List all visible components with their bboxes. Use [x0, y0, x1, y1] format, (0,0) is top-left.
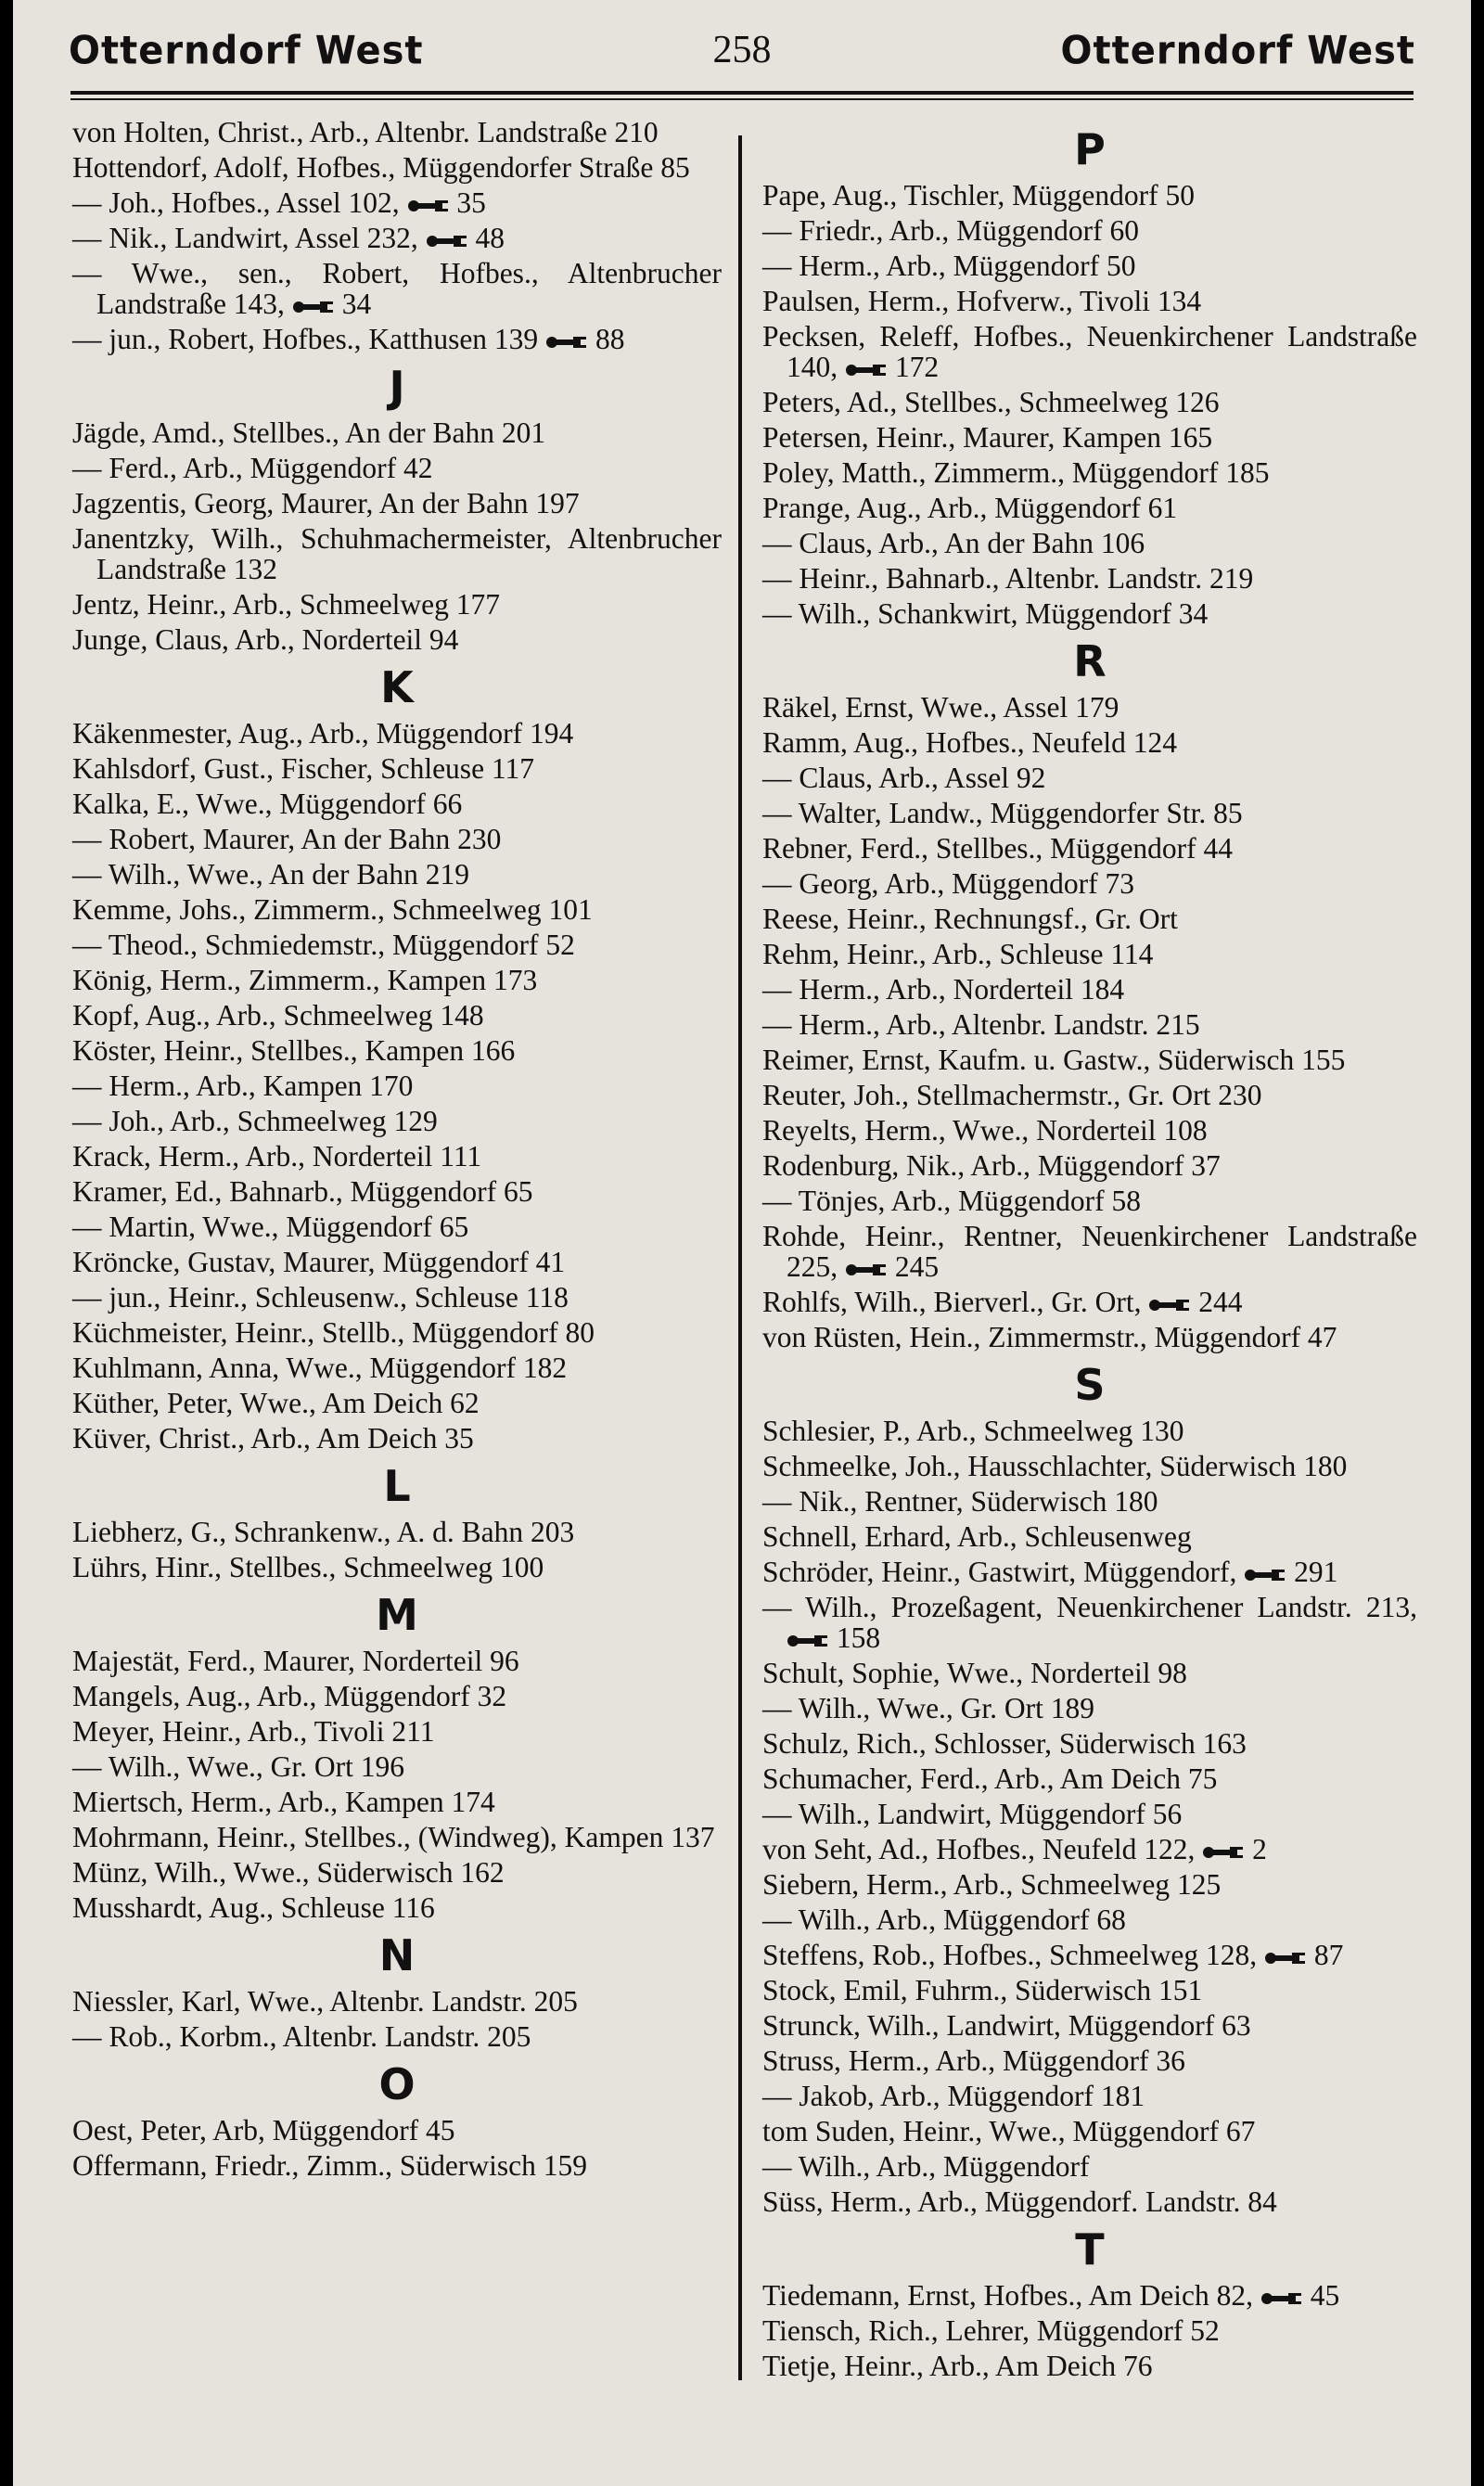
page-number: 258: [712, 29, 772, 71]
entry-text: Reuter, Joh., Stellmachermstr., Gr. Ort 230: [762, 1079, 1262, 1111]
entry-text: — Walter, Landw., Müggendorfer Str. 85: [762, 797, 1243, 829]
entry-text: Paulsen, Herm., Hofverw., Tivoli 134: [762, 285, 1202, 317]
directory-entry: [762, 1115, 1417, 1146]
directory-entry: [72, 1388, 722, 1418]
telephone-receiver-icon: [845, 1262, 888, 1278]
entry-text: — Joh., Arb., Schmeelweg 129: [72, 1105, 438, 1137]
directory-entry: [762, 457, 1417, 488]
entry-text: Schlesier, P., Arb., Schmeelweg 130: [762, 1415, 1184, 1447]
entry-text: Majestät, Ferd., Maurer, Norderteil 96: [72, 1645, 519, 1677]
entry-text: — Herm., Arb., Müggendorf 50: [762, 250, 1136, 282]
phone-number-value: 88: [595, 323, 625, 355]
entry-text: — Wilh., Landwirt, Müggendorf 56: [762, 1798, 1183, 1830]
directory-entry: [72, 1035, 722, 1066]
directory-entry: [72, 894, 722, 925]
entry-text: — Wilh., Wwe., Gr. Ort 189: [762, 1692, 1095, 1724]
entry-text: — Herm., Arb., Norderteil 184: [762, 973, 1125, 1006]
directory-entry: [762, 762, 1417, 793]
right-column: [762, 117, 1417, 2386]
entry-text: Küchmeister, Heinr., Stellb., Müggendorf 80: [72, 1316, 595, 1349]
directory-entry: [72, 1787, 722, 1817]
directory-entry: [762, 1416, 1417, 1446]
section-letter: K: [380, 662, 414, 712]
directory-entry: [762, 1940, 1417, 1970]
entry-text: Steffens, Rob., Hofbes., Schmeelweg 128,: [762, 1939, 1258, 1971]
entry-text: — Wilh., Arb., Müggendorf 68: [762, 1903, 1126, 1936]
entry-text: Niessler, Karl, Wwe., Altenbr. Landstr. 205: [72, 1985, 578, 2018]
entry-text: Kalka, E., Wwe., Müggendorf 66: [72, 788, 463, 820]
section-letter: N: [378, 1930, 416, 1980]
entry-text: Kuhlmann, Anna, Wwe., Müggendorf 182: [72, 1352, 568, 1384]
directory-entry: [762, 1904, 1417, 1935]
directory-entry: [762, 2010, 1417, 2041]
directory-entry: [72, 624, 722, 655]
section-letter: P: [1074, 124, 1106, 174]
directory-entry: [762, 598, 1417, 629]
directory-entry: [762, 1658, 1417, 1688]
directory-entry: [762, 1322, 1417, 1352]
directory-entry: [762, 2151, 1417, 2182]
directory-entry: [72, 788, 722, 819]
directory-entry: [762, 1869, 1417, 1900]
directory-entry: [762, 1009, 1417, 1040]
directory-entry: [72, 453, 722, 483]
entry-text: Siebern, Herm., Arb., Schmeelweg 125: [762, 1868, 1222, 1901]
entry-text: tom Suden, Heinr., Wwe., Müggendorf 67: [762, 2115, 1256, 2147]
directory-entry: [72, 2115, 722, 2146]
directory-entry: [72, 1751, 722, 1782]
entry-text: Münz, Wilh., Wwe., Süderwisch 162: [72, 1856, 505, 1889]
telephone-receiver-icon: [426, 233, 468, 250]
entry-text: — Herm., Arb., Kampen 170: [72, 1070, 414, 1102]
entry-text: Poley, Matth., Zimmerm., Müggendorf 185: [762, 456, 1270, 489]
directory-entry: [762, 250, 1417, 281]
phone-number-value: 34: [341, 288, 372, 320]
directory-entry: [72, 1681, 722, 1711]
entry-text: Mohrmann, Heinr., Stellbes., (Windweg), Kampen 137: [72, 1821, 715, 1853]
directory-entry: [72, 1423, 722, 1454]
telephone-receiver-icon: [1264, 1950, 1307, 1967]
entry-text: — Wilh., Schankwirt, Müggendorf 34: [762, 597, 1209, 630]
phone-number-value: 45: [1310, 2279, 1340, 2312]
entry-text: Janentzky, Wilh., Schuhmachermeister, Altenbrucher Landstraße 132: [72, 522, 722, 585]
directory-entry: [72, 1517, 722, 1547]
phone-number: [845, 351, 939, 383]
entry-text: — Heinr., Bahnarb., Altenbr. Landstr. 219: [762, 562, 1254, 595]
phone-number: [1202, 1833, 1267, 1865]
entry-text: — Tönjes, Arb., Müggendorf 58: [762, 1185, 1142, 1217]
directory-entry: [762, 321, 1417, 382]
directory-entry: [762, 2186, 1417, 2217]
directory-entry: [72, 258, 722, 319]
entry-text: Kramer, Ed., Bahnarb., Müggendorf 65: [72, 1175, 533, 1208]
entry-text: — Joh., Hofbes., Assel 102,: [72, 186, 400, 219]
entry-text: Kemme, Johs., Zimmerm., Schmeelweg 101: [72, 893, 593, 926]
phone-number: [407, 186, 486, 219]
directory-entry: [72, 1247, 722, 1277]
entry-text: Rebner, Ferd., Stellbes., Müggendorf 44: [762, 832, 1234, 865]
directory-entry: [762, 2116, 1417, 2146]
header-rule-thick: [70, 91, 1414, 95]
phone-number: [426, 222, 505, 254]
directory-entry: [72, 824, 722, 854]
directory-entry: [762, 727, 1417, 758]
entry-text: Strunck, Wilh., Landwirt, Müggendorf 63: [762, 2009, 1251, 2042]
entry-text: — Wilh., Wwe., An der Bahn 219: [72, 858, 470, 891]
directory-entry: [762, 1693, 1417, 1724]
directory-entry: [72, 223, 722, 253]
left-column: [72, 117, 722, 2185]
directory-entry: [762, 422, 1417, 453]
entry-text: — Robert, Maurer, An der Bahn 230: [72, 823, 502, 855]
directory-entry: [72, 1317, 722, 1348]
telephone-receiver-icon: [1148, 1297, 1191, 1313]
directory-entry: [72, 2021, 722, 2052]
section-letter: R: [1073, 636, 1107, 686]
entry-text: Musshardt, Aug., Schleuse 116: [72, 1891, 435, 1924]
directory-entry: [762, 974, 1417, 1005]
entry-text: König, Herm., Zimmerm., Kampen 173: [72, 964, 538, 996]
directory-entry: [762, 1557, 1417, 1587]
entry-text: — Theod., Schmiedemstr., Müggendorf 52: [72, 929, 575, 961]
directory-entry: [72, 1822, 722, 1852]
entry-text: Jagzentis, Georg, Maurer, An der Bahn 197: [72, 487, 580, 519]
entry-text: Tietje, Heinr., Arb., Am Deich 76: [762, 2350, 1153, 2382]
directory-entry: [762, 2351, 1417, 2381]
entry-text: — jun., Heinr., Schleusenw., Schleuse 118: [72, 1281, 569, 1313]
directory-entry: [72, 523, 722, 584]
directory-entry: [72, 753, 722, 784]
directory-entry: [72, 1646, 722, 1676]
directory-entry: [72, 1106, 722, 1136]
directory-entry: [762, 1221, 1417, 1282]
directory-entry: [72, 1552, 722, 1583]
directory-entry: [762, 1044, 1417, 1075]
phone-number-value: 35: [456, 186, 486, 219]
entry-text: Schult, Sophie, Wwe., Norderteil 98: [762, 1657, 1187, 1689]
entry-text: Kopf, Aug., Arb., Schmeelweg 148: [72, 999, 484, 1032]
entry-text: Offermann, Friedr., Zimm., Süderwisch 159: [72, 2149, 587, 2182]
entry-text: — Wwe., sen., Robert, Hofbes., Altenbrucher Landstraße 143,: [72, 257, 722, 320]
phone-number: [545, 323, 624, 355]
entry-text: — Nik., Rentner, Süderwisch 180: [762, 1485, 1158, 1518]
entry-text: Rehm, Heinr., Arb., Schleuse 114: [762, 938, 1154, 970]
entry-text: Lührs, Hinr., Stellbes., Schmeelweg 100: [72, 1551, 544, 1583]
directory-entry: [72, 1000, 722, 1031]
column-divider: [738, 135, 742, 2380]
directory-entry: [762, 286, 1417, 316]
entry-text: Kröncke, Gustav, Maurer, Müggendorf 41: [72, 1246, 566, 1278]
section-letter: O: [378, 2059, 416, 2109]
phone-number-value: 291: [1294, 1556, 1338, 1588]
directory-entry: [72, 488, 722, 519]
phone-number-value: 244: [1198, 1286, 1243, 1318]
directory-entry: [762, 2315, 1417, 2346]
phone-number: [787, 1621, 880, 1654]
page-header: [13, 0, 1471, 82]
entry-text: Schnell, Erhard, Arb., Schleusenweg: [762, 1520, 1192, 1553]
entry-text: Rohlfs, Wilh., Bierverl., Gr. Ort,: [762, 1286, 1142, 1318]
directory-entry: [762, 2045, 1417, 2076]
entry-text: — Nik., Landwirt, Assel 232,: [72, 222, 418, 254]
directory-entry: [72, 1857, 722, 1888]
phone-number-value: 158: [836, 1621, 881, 1654]
directory-entry: [762, 1728, 1417, 1759]
entry-text: Petersen, Heinr., Maurer, Kampen 165: [762, 421, 1213, 454]
directory-entry: [762, 1486, 1417, 1517]
section-letter: S: [1074, 1360, 1106, 1410]
entry-text: — jun., Robert, Hofbes., Katthusen 139: [72, 323, 539, 355]
directory-entry: [762, 1150, 1417, 1181]
entry-text: von Holten, Christ., Arb., Altenbr. Landstraße 210: [72, 116, 659, 148]
section-letter: M: [376, 1590, 418, 1640]
directory-entry: [72, 1986, 722, 2017]
telephone-receiver-icon: [1244, 1567, 1286, 1583]
directory-entry: [762, 1799, 1417, 1829]
entry-text: Prange, Aug., Arb., Müggendorf 61: [762, 492, 1178, 524]
entry-text: — Wilh., Arb., Müggendorf: [762, 2150, 1090, 2183]
telephone-receiver-icon: [407, 198, 450, 214]
directory-entry: [72, 1211, 722, 1242]
phone-number-value: 245: [894, 1250, 940, 1283]
directory-entry: [762, 798, 1417, 828]
entry-text: Reese, Heinr., Rechnungsf., Gr. Ort: [762, 903, 1178, 935]
directory-entry: [762, 2280, 1417, 2311]
directory-entry: [72, 324, 722, 354]
entry-text: — Ferd., Arb., Müggendorf 42: [72, 452, 433, 484]
header-left-title: Otterndorf West: [69, 28, 424, 74]
directory-entry: [72, 117, 722, 147]
telephone-receiver-icon: [1202, 1844, 1245, 1861]
directory-entry: [72, 152, 722, 183]
directory-entry: [762, 1975, 1417, 2005]
entry-text: Junge, Claus, Arb., Norderteil 94: [72, 623, 459, 656]
telephone-receiver-icon: [545, 334, 588, 351]
entry-text: — Jakob, Arb., Müggendorf 181: [762, 2080, 1145, 2112]
directory-entry: [72, 929, 722, 960]
directory-entry: [762, 868, 1417, 899]
phone-number: [845, 1250, 939, 1283]
phone-number-value: 2: [1252, 1833, 1267, 1865]
entry-text: — Martin, Wwe., Müggendorf 65: [72, 1211, 469, 1243]
telephone-receiver-icon: [845, 362, 888, 378]
directory-entry: [762, 903, 1417, 934]
entry-text: Miertsch, Herm., Arb., Kampen 174: [72, 1786, 495, 1818]
phone-number: [1244, 1556, 1337, 1588]
directory-entry: [72, 417, 722, 448]
entry-text: Jentz, Heinr., Arb., Schmeelweg 177: [72, 588, 501, 621]
directory-entry: [72, 718, 722, 749]
directory-entry: [762, 692, 1417, 723]
entry-text: — Friedr., Arb., Müggendorf 60: [762, 214, 1139, 247]
header-right-title: Otterndorf West: [1060, 28, 1415, 74]
entry-text: Süss, Herm., Arb., Müggendorf. Landstr. 84: [762, 2185, 1277, 2218]
entry-text: Pecksen, Releff, Hofbes., Neuenkirchener Landstraße 140,: [762, 320, 1417, 383]
entry-text: Hottendorf, Adolf, Hofbes., Müggendorfer Straße 85: [72, 151, 690, 184]
directory-entry: [762, 563, 1417, 594]
entry-text: Rohde, Heinr., Rentner, Neuenkirchener Landstraße 225,: [762, 1220, 1417, 1283]
telephone-receiver-icon: [292, 299, 335, 315]
directory-entry: [72, 187, 722, 218]
directory-entry: [72, 1892, 722, 1923]
entry-text: Schulz, Rich., Schlosser, Süderwisch 163: [762, 1727, 1247, 1760]
directory-entry: [762, 1287, 1417, 1317]
entry-text: Meyer, Heinr., Arb., Tivoli 211: [72, 1715, 435, 1748]
directory-entry: [762, 528, 1417, 558]
phone-number: [1264, 1939, 1343, 1971]
section-letter: T: [1075, 2224, 1105, 2275]
entry-text: Struss, Herm., Arb., Müggendorf 36: [762, 2044, 1185, 2077]
entry-text: Küver, Christ., Arb., Am Deich 35: [72, 1422, 474, 1454]
entry-text: — Claus, Arb., Assel 92: [762, 762, 1046, 794]
directory-entry: [762, 1592, 1417, 1653]
directory-entry: [72, 2150, 722, 2181]
header-rule-thin: [70, 98, 1414, 100]
phone-number-value: 172: [894, 351, 940, 383]
phone-number: [1260, 2279, 1339, 2312]
directory-entry: [72, 1282, 722, 1313]
telephone-receiver-icon: [1260, 2290, 1303, 2307]
entry-text: Tiensch, Rich., Lehrer, Müggendorf 52: [762, 2314, 1220, 2347]
directory-entry: [762, 2081, 1417, 2111]
entry-text: — Wilh., Prozeßagent, Neuenkirchener Landstr. 213,: [762, 1591, 1417, 1623]
phone-number-value: 87: [1313, 1939, 1344, 1971]
entry-text: Oest, Peter, Arb, Müggendorf 45: [72, 2114, 455, 2146]
directory-entry: [762, 939, 1417, 969]
entry-text: Reimer, Ernst, Kaufm. u. Gastw., Süderwisch 155: [762, 1044, 1346, 1076]
directory-entry: [72, 1176, 722, 1207]
entry-text: Räkel, Ernst, Wwe., Assel 179: [762, 691, 1119, 724]
entry-text: — Claus, Arb., An der Bahn 106: [762, 527, 1145, 559]
phone-number: [292, 288, 371, 320]
directory-entry: [72, 589, 722, 620]
phone-number-value: 48: [475, 222, 505, 254]
directory-page: [13, 0, 1471, 2486]
entry-text: Schumacher, Ferd., Arb., Am Deich 75: [762, 1762, 1218, 1795]
entry-text: Krack, Herm., Arb., Norderteil 111: [72, 1140, 482, 1173]
directory-entry: [72, 859, 722, 890]
directory-entry: [762, 215, 1417, 246]
entry-text: Mangels, Aug., Arb., Müggendorf 32: [72, 1680, 507, 1712]
entry-text: — Herm., Arb., Altenbr. Landstr. 215: [762, 1008, 1200, 1041]
entry-text: Tiedemann, Ernst, Hofbes., Am Deich 82,: [762, 2279, 1254, 2312]
entry-text: — Wilh., Wwe., Gr. Ort 196: [72, 1750, 405, 1783]
directory-entry: [72, 1352, 722, 1383]
directory-entry: [72, 1141, 722, 1172]
entry-text: Käkenmester, Aug., Arb., Müggendorf 194: [72, 717, 574, 750]
entry-text: Ramm, Aug., Hofbes., Neufeld 124: [762, 726, 1178, 759]
entry-text: Peters, Ad., Stellbes., Schmeelweg 126: [762, 386, 1220, 418]
entry-text: Pape, Aug., Tischler, Müggendorf 50: [762, 179, 1195, 211]
entry-text: Schröder, Heinr., Gastwirt, Müggendorf,: [762, 1556, 1237, 1588]
directory-entry: [72, 965, 722, 995]
entry-text: Jägde, Amd., Stellbes., An der Bahn 201: [72, 416, 546, 449]
directory-entry: [72, 1716, 722, 1747]
entry-text: Schmeelke, Joh., Hausschlachter, Süderwisch 180: [762, 1450, 1348, 1482]
section-letter: L: [383, 1461, 411, 1511]
phone-number: [1148, 1286, 1242, 1318]
entry-text: — Georg, Arb., Müggendorf 73: [762, 867, 1134, 900]
entry-text: — Rob., Korbm., Altenbr. Landstr. 205: [72, 2020, 531, 2053]
directory-entry: [762, 1451, 1417, 1481]
directory-entry: [762, 387, 1417, 417]
entry-text: Köster, Heinr., Stellbes., Kampen 166: [72, 1034, 516, 1067]
directory-entry: [762, 1521, 1417, 1552]
entry-text: Rodenburg, Nik., Arb., Müggendorf 37: [762, 1149, 1221, 1182]
entry-text: Kahlsdorf, Gust., Fischer, Schleuse 117: [72, 752, 535, 785]
directory-entry: [762, 180, 1417, 211]
telephone-receiver-icon: [787, 1633, 829, 1649]
entry-text: Reyelts, Herm., Wwe., Norderteil 108: [762, 1114, 1208, 1147]
directory-entry: [762, 833, 1417, 864]
directory-entry: [762, 1185, 1417, 1216]
directory-entry: [762, 493, 1417, 523]
section-letter: J: [389, 362, 405, 412]
entry-text: Stock, Emil, Fuhrm., Süderwisch 151: [762, 1974, 1203, 2006]
directory-entry: [762, 1763, 1417, 1794]
entry-text: von Seht, Ad., Hofbes., Neufeld 122,: [762, 1833, 1196, 1865]
directory-entry: [762, 1080, 1417, 1110]
entry-text: von Rüsten, Hein., Zimmermstr., Müggendorf 47: [762, 1321, 1337, 1353]
directory-entry: [72, 1070, 722, 1101]
entry-text: Küther, Peter, Wwe., Am Deich 62: [72, 1387, 480, 1419]
entry-text: Liebherz, G., Schrankenw., A. d. Bahn 203: [72, 1516, 575, 1548]
directory-entry: [762, 1834, 1417, 1864]
